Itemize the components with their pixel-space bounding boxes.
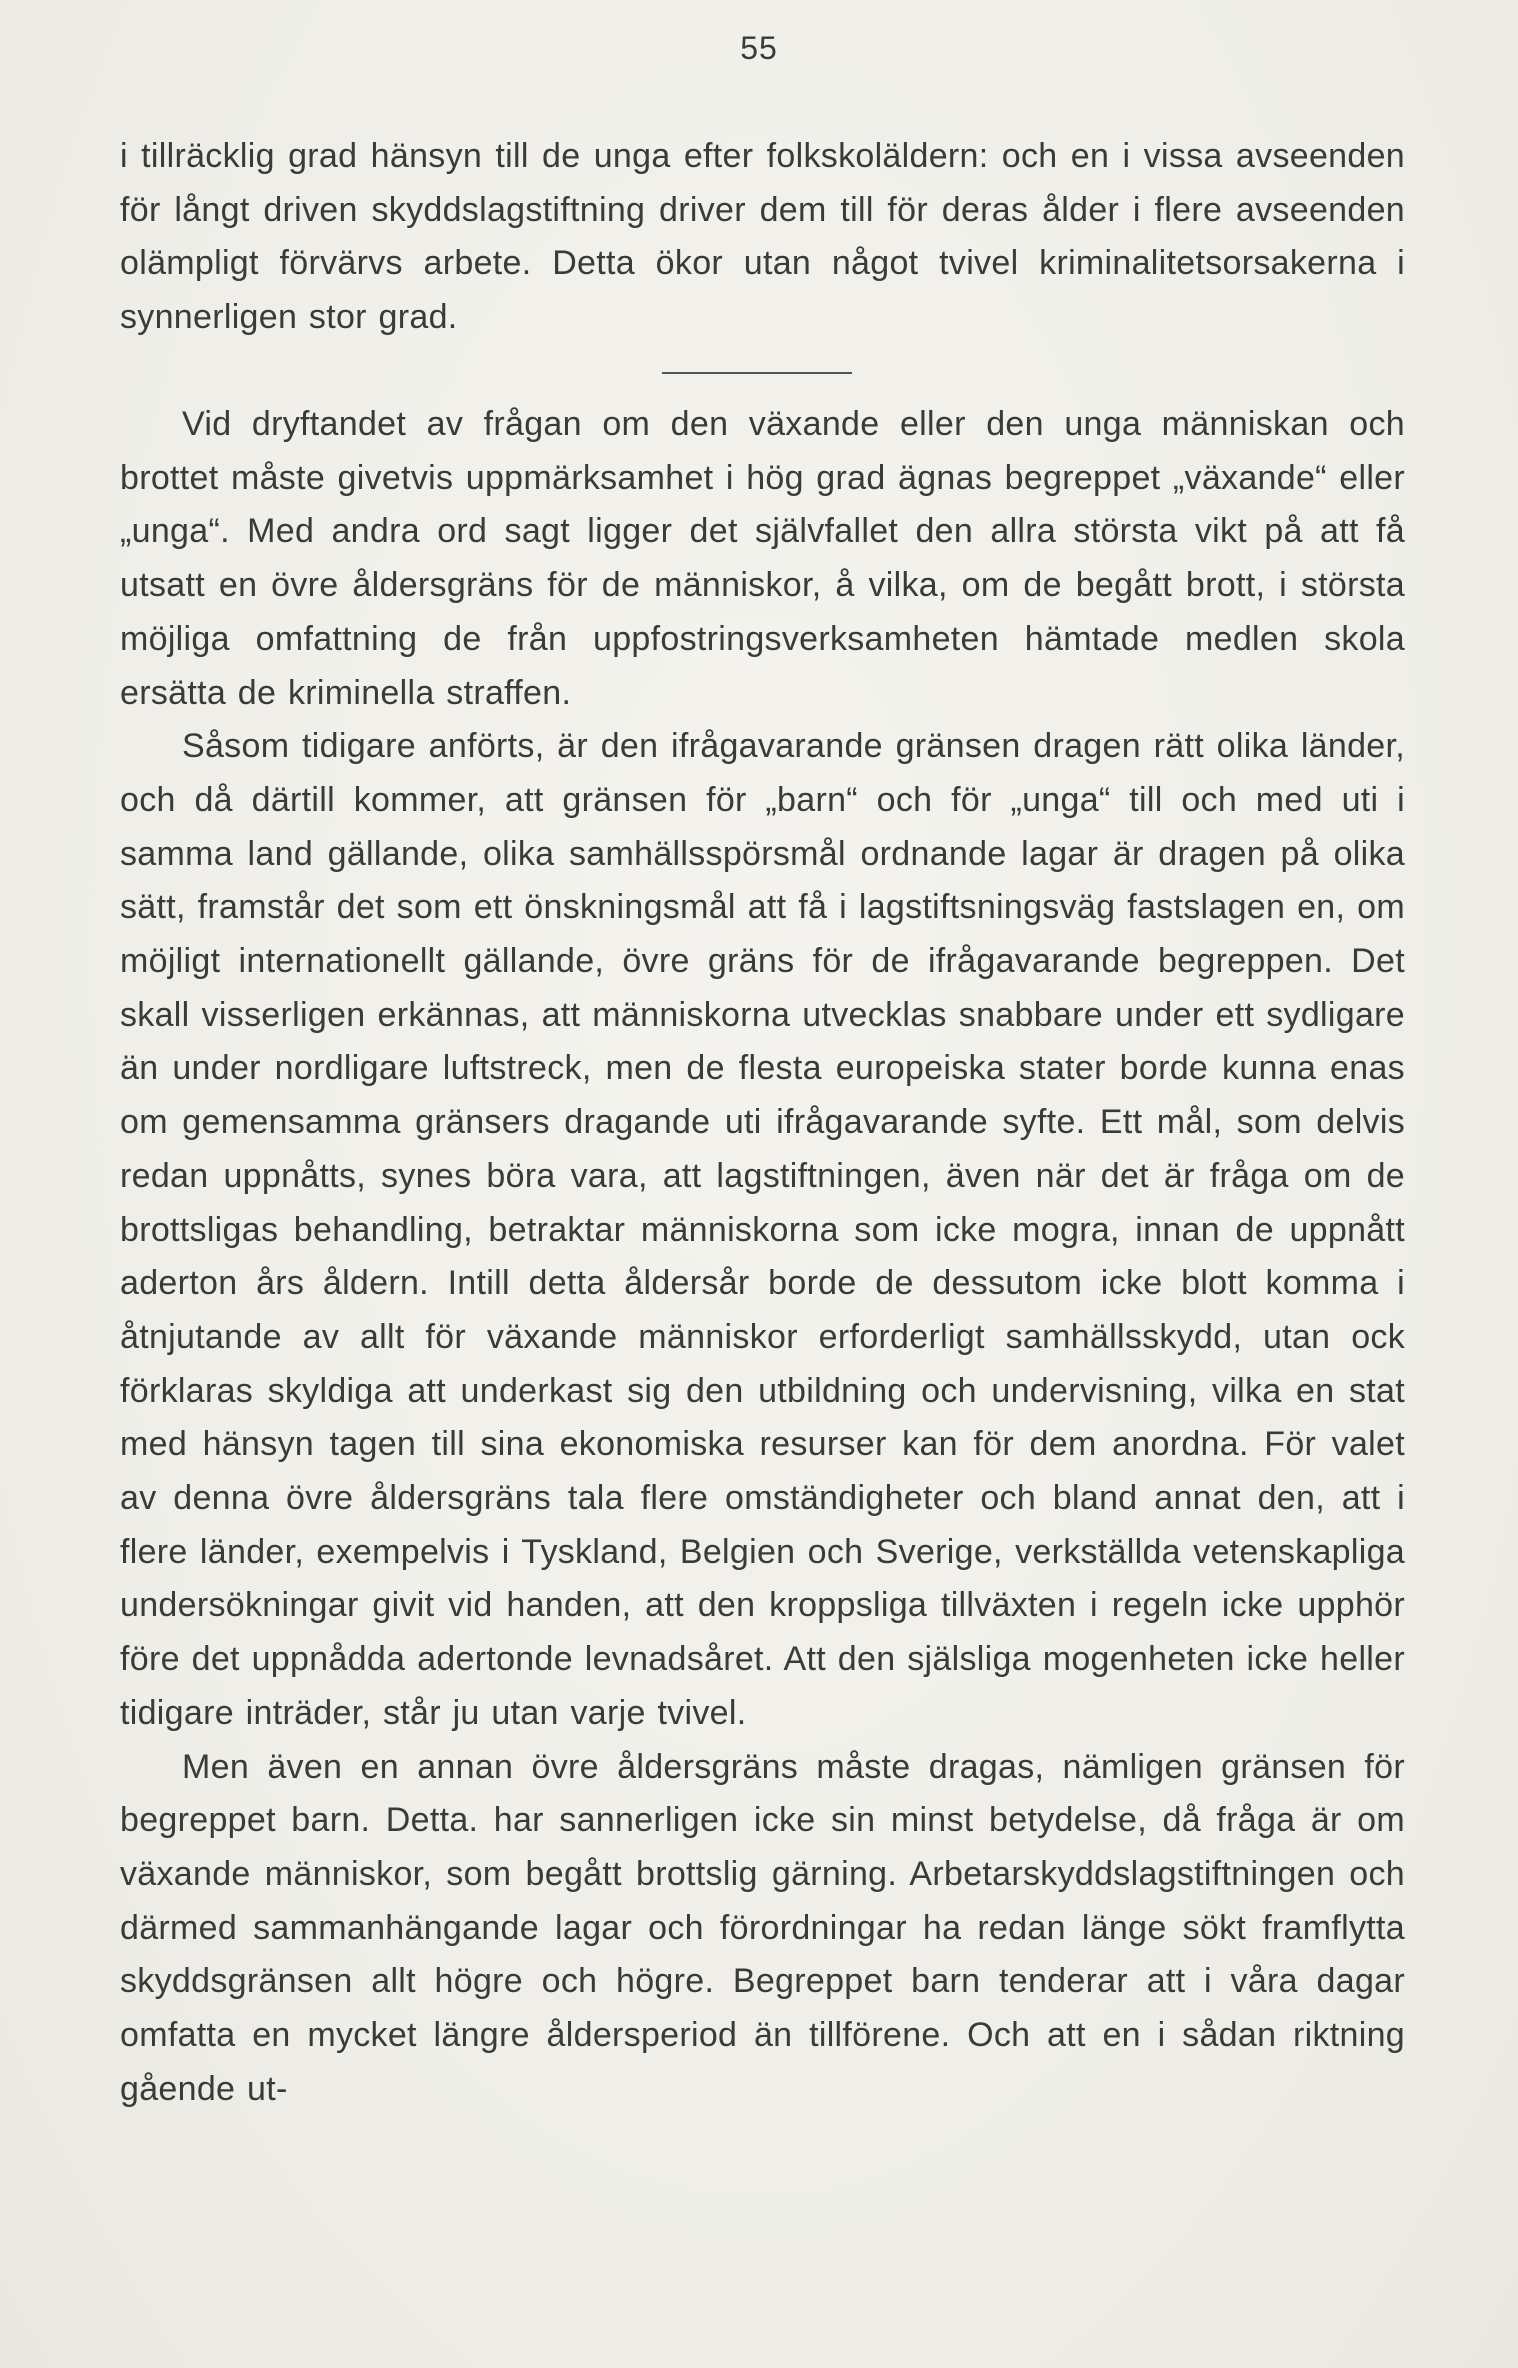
paragraph-aldersgrans: Såsom tidigare anförts, är den ifrågavarande gränsen dragen rätt olika länder, och då därtill kommer, att gränsen för „barn“ och för „unga“ till och med uti i samma land gällande, olika samhällsspörsmål ordnande lagar är dragen på olika sätt, framstår det som ett önskningsmål att få i lagstiftsningsväg fastslagen en, om möjligt internationellt gällande, övre gräns för de ifrågavarande begreppen. Det skall visserligen erkännas, att människorna utvecklas snabbare under ett sydligare än under nordligare luftstreck, men de flesta europeiska stater borde kunna enas om gemensamma gränsers dragande uti ifrågavarande syfte. Ett mål, som delvis redan uppnåtts, synes böra vara, att lagstiftningen, även när det är fråga om de brottsligas behandling, betraktar människorna som icke mogra, innan de uppnått aderton års åldern. Intill detta åldersår borde de dessutom icke blott komma i åtnjutande av allt för växande människor erforderligt samhällsskydd, utan ock förklaras skyldiga att underkast sig den utbildning och undervisning, vilka en stat med hänsyn tagen till sina ekonomiska resurser kan för dem anordna. För valet av denna övre åldersgräns tala flere omständigheter och bland annat den, att i flere länder, exempelvis i Tyskland, Belgien och Sverige, verkställda vetenskapliga undersökningar givit vid handen, att den kroppsliga tillväxten i regeln icke upphör före det uppnådda adertonde levnadsåret. Att den själsliga mogenheten icke heller tidigare inträder, står ju utan varje tvivel. <box>120 727 1405 1732</box>
page-number: 55 <box>740 30 778 66</box>
paragraph-barn: Men även en annan övre åldersgräns måste dragas, nämligen gränsen för begreppet barn. Detta. har sannerligen icke sin minst betydelse, då fråga är om växande människor, som begått brottslig gärning. Arbetarskyddslagstiftningen och därmed sammanhängande lagar och förordningar ha redan länge sökt framflytta skyddsgränsen allt högre och högre. Begreppet barn tenderar att i våra dagar omfatta en mycket längre åldersperiod än tillförene. Och att en i sådan riktning gående ut- <box>120 1747 1405 2108</box>
intro-paragraph: i tillräcklig grad hänsyn till de unga efter folkskoläldern: och en i vissa avseenden för långt driven skyddslagstiftning driver dem till för deras ålder i flere avseenden olämpligt förvärvs arbete. Detta ökor utan något tvivel kriminalitetsorsakerna i synnerligen stor grad. <box>120 137 1405 337</box>
paragraph-vaxande: Vid dryftandet av frågan om den växande eller den unga människan och brottet måste givetvis uppmärksamhet i hög grad ägnas begreppet „växande“ eller „unga“. Med andra ord sagt ligger det självfallet den allra största vikt på att få utsatt en övre åldersgräns för de människor, å vilka, om de begått brott, i största möjliga omfattning de från uppfostringsverksamheten hämtade medlen skola ersätta de kriminella straffen. <box>120 405 1405 712</box>
intro-text-block <box>120 130 1405 345</box>
main-text-block <box>120 398 1405 2117</box>
section-divider <box>662 372 852 374</box>
